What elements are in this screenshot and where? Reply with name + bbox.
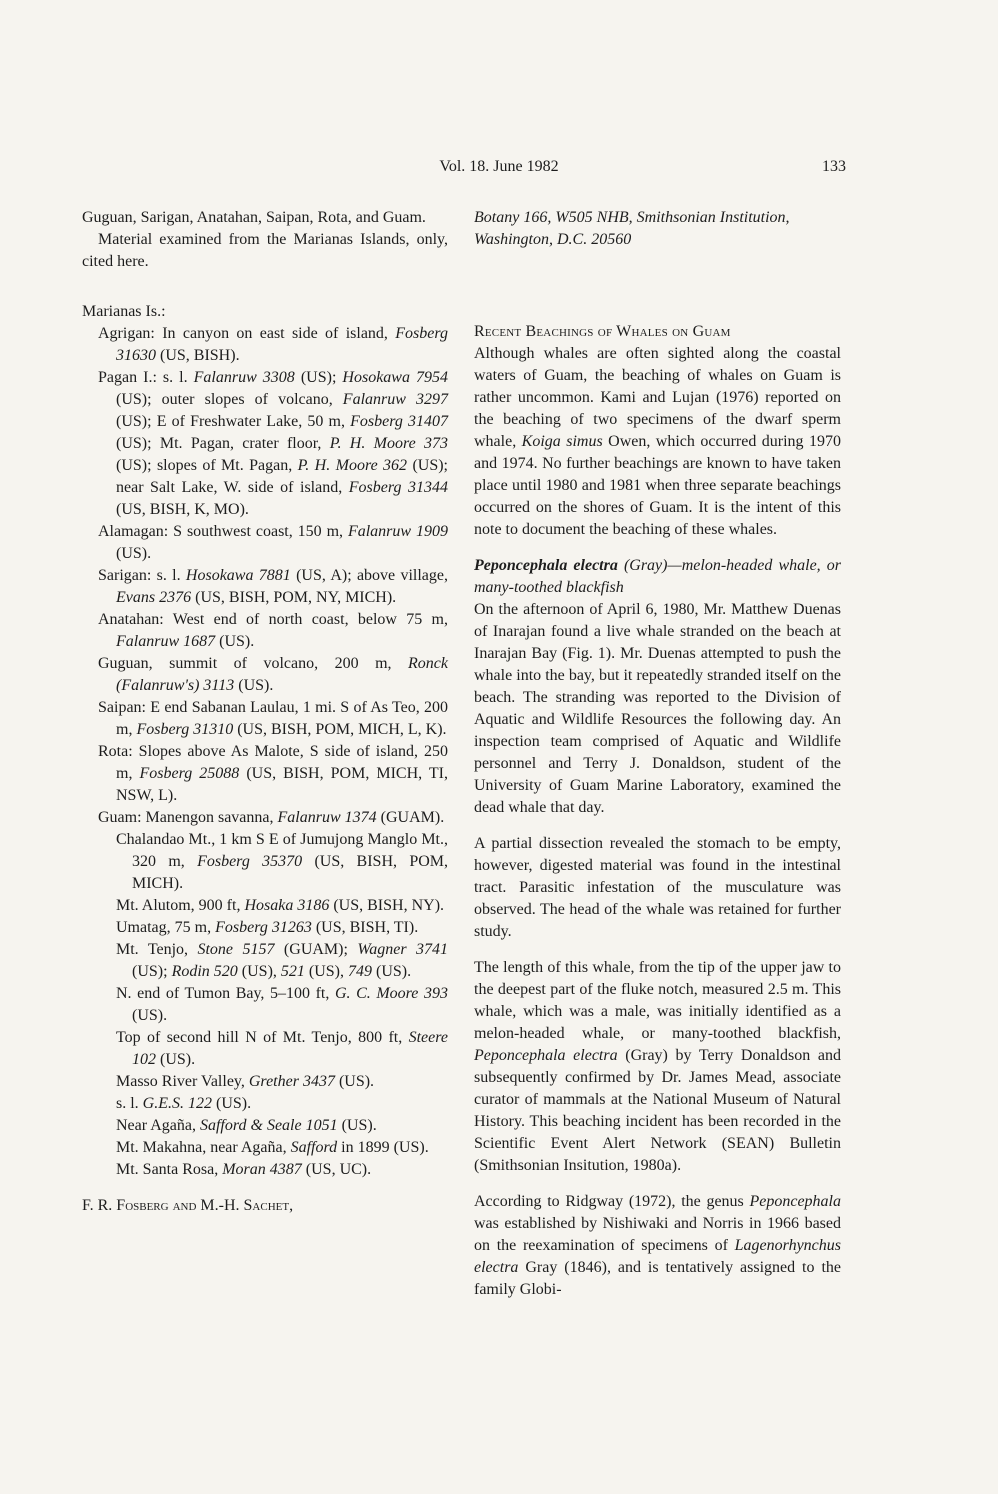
specimen-guam-sub: Chalandao Mt., 1 km S E of Jumujong Manglo Mt., 320 m, Fosberg 35370 (US, BISH, POM, MICH).: [116, 831, 449, 892]
specimen-guam-sub: Masso River Valley, Grether 3437 (US).: [116, 1073, 375, 1090]
right-column: [474, 207, 841, 1301]
region-label: Marianas Is.:: [82, 303, 166, 320]
material-note: Material examined from the Marianas Islands, only, cited here.: [82, 231, 448, 270]
taxonomy-paragraph: According to Ridgway (1972), the genus Peponcephala was established by Nishiwaki and Norris in 1966 based on the reexamination of specimens of Lagenorhynchus electra Gray (1846), and is tentatively assigned to the family Globi-: [474, 1193, 841, 1298]
beaching-paragraph: On the afternoon of April 6, 1980, Mr. Matthew Duenas of Inarajan found a live whale stranded on the beach at Inarajan Bay (Fig. 1). Mr. Duenas attempted to push the whale into the bay, but it repeatedly stranded itself on the beach. The stranding was reported to the Division of Aquatic and Wildlife Resources the following day. An inspection team comprised of Aquatic and Wildlife personnel and Terry J. Donaldson, student of the University of Guam Marine Laboratory, examined the dead whale that day.: [474, 601, 841, 816]
specimen-saipan: Saipan: E end Sabanan Laulau, 1 mi. S of As Teo, 200 m, Fosberg 31310 (US, BISH, POM, MICH, L, K).: [98, 699, 448, 738]
species-subheading: Peponcephala electra (Gray)—melon-headed whale, or many-toothed blackfish: [474, 557, 841, 596]
specimen-pagan: Pagan I.: s. l. Falanruw 3308 (US); Hosokawa 7954 (US); outer slopes of volcano, Falanruw 3297 (US); E of Freshwater Lake, 50 m, Fosberg 31407 (US); Mt. Pagan, crater floor, P. H. Moore 373 (US); slopes of Mt. Pagan, P. H. Moore 362 (US); near Salt Lake, W. side of island, Fosberg 31344 (US, BISH, K, MO).: [98, 369, 449, 518]
specimen-guam-sub: s. l. G.E.S. 122 (US).: [116, 1095, 252, 1112]
author-signature: F. R. Fosberg and M.-H. Sachet,: [82, 1197, 294, 1214]
specimen-guam-sub: Mt. Tenjo, Stone 5157 (GUAM); Wagner 3741 (US); Rodin 520 (US), 521 (US), 749 (US).: [116, 941, 449, 980]
specimen-guam-sub: Mt. Alutom, 900 ft, Hosaka 3186 (US, BISH, NY).: [116, 897, 445, 914]
specimen-guam-sub: Umatag, 75 m, Fosberg 31263 (US, BISH, TI).: [116, 919, 419, 936]
specimen-agrigan: Agrigan: In canyon on east side of island, Fosberg 31630 (US, BISH).: [98, 325, 448, 364]
article-heading: Recent Beachings of Whales on Guam: [474, 323, 731, 340]
author-affiliation: Botany 166, W505 NHB, Smithsonian Institution, Washington, D.C. 20560: [474, 209, 790, 248]
distribution-text: Guguan, Sarigan, Anatahan, Saipan, Rota, and Guam.: [82, 209, 426, 226]
specimen-alamagan: Alamagan: S southwest coast, 150 m, Falanruw 1909 (US).: [98, 523, 448, 562]
specimen-guam-sub: Near Agaña, Safford & Seale 1051 (US).: [116, 1117, 377, 1134]
intro-paragraph: Although whales are often sighted along the coastal waters of Guam, the beaching of whales on Guam is rather uncommon. Kami and Lujan (1976) reported on the beaching of two specimens of the dwarf sperm whale, Koiga simus Owen, which occurred during 1970 and 1974. No further beachings are known to have taken place until 1980 and 1981 when three separate beachings occurred on the shores of Guam. It is the intent of this note to document the beaching of these whales.: [474, 345, 841, 538]
specimen-guam-sub: Mt. Makahna, near Agaña, Safford in 1899 (US).: [116, 1139, 429, 1156]
volume-date: Vol. 18. June 1982: [439, 158, 559, 175]
running-head: [0, 158, 998, 182]
identification-paragraph: The length of this whale, from the tip of the upper jaw to the deepest part of the fluke notch, measured 2.5 m. This whale, which was a male, was initially identified as a melon-headed whale, or many-toothed blackfish, Peponcephala electra (Gray) by Terry Donaldson and subsequently confirmed by Dr. James Mead, associate curator of mammals at the National Museum of Natural History. This beaching incident has been recorded in the Scientific Event Alert Network (SEAN) Bulletin (Smithsonian Insitution, 1980a).: [474, 959, 841, 1174]
left-column: [82, 207, 448, 1217]
specimen-guguan: Guguan, summit of volcano, 200 m, Ronck (Falanruw's) 3113 (US).: [98, 655, 448, 694]
specimen-guam-sub: Mt. Santa Rosa, Moran 4387 (US, UC).: [116, 1161, 372, 1178]
specimen-guam: Guam: Manengon savanna, Falanruw 1374 (GUAM).: [98, 809, 445, 826]
dissection-paragraph: A partial dissection revealed the stomach to be empty, however, digested material was found in the intestinal tract. Parasitic infestation of the musculature was observed. The head of the whale was retained for further study.: [474, 835, 841, 940]
specimen-rota: Rota: Slopes above As Malote, S side of island, 250 m, Fosberg 25088 (US, BISH, POM, MICH, TI, NSW, L).: [98, 743, 449, 804]
specimen-guam-sub: N. end of Tumon Bay, 5–100 ft, G. C. Moore 393 (US).: [116, 985, 448, 1024]
page-number: 133: [822, 158, 846, 175]
specimen-guam-sub: Top of second hill N of Mt. Tenjo, 800 ft, Steere 102 (US).: [116, 1029, 448, 1068]
specimen-sarigan: Sarigan: s. l. Hosokawa 7881 (US, A); above village, Evans 2376 (US, BISH, POM, NY, MICH).: [98, 567, 448, 606]
specimen-anatahan: Anatahan: West end of north coast, below 75 m, Falanruw 1687 (US).: [98, 611, 448, 650]
